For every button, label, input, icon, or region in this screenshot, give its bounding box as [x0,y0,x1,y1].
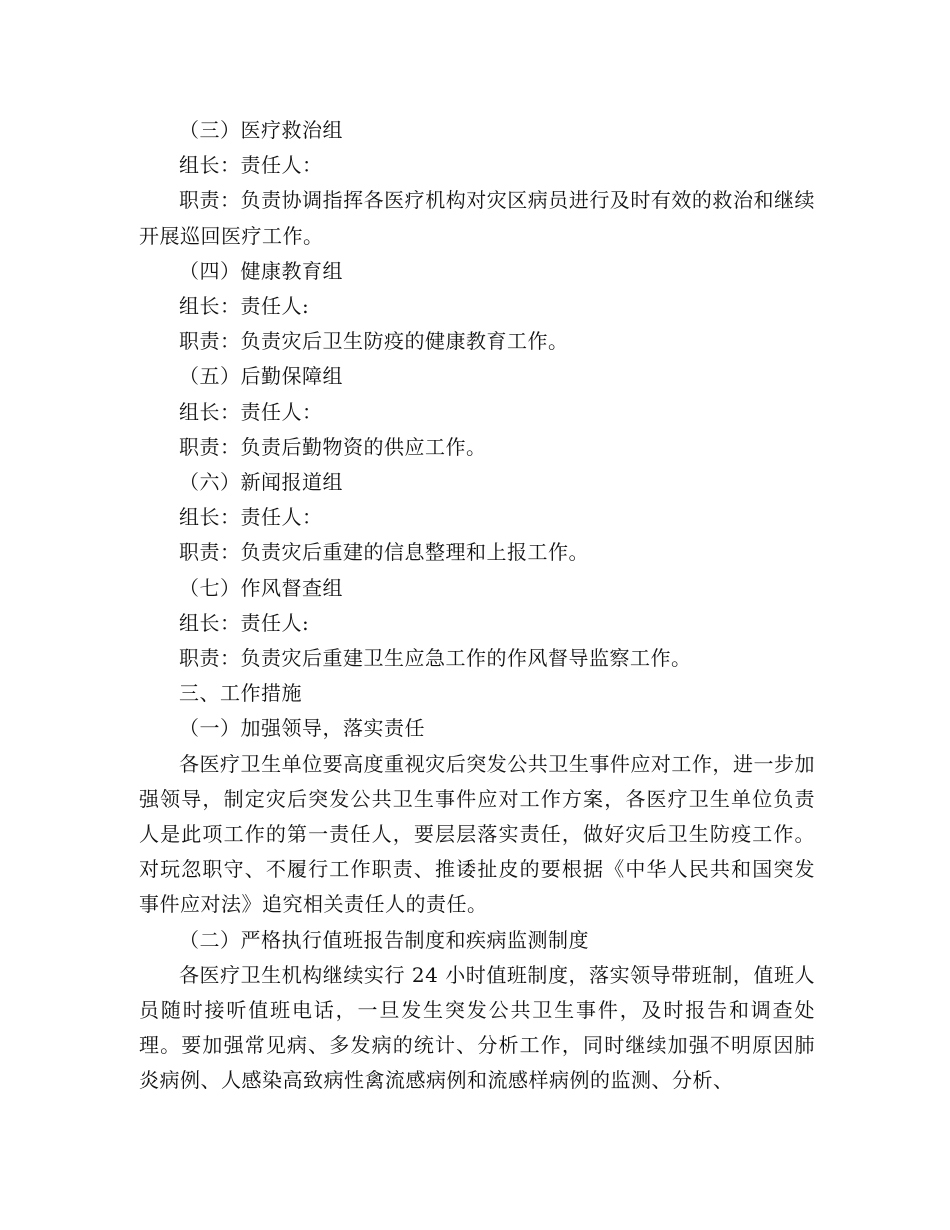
duty-paragraph: 职责：负责灾后重建卫生应急工作的作风督导监察工作。 [179,646,692,671]
body-paragraph-duty-reporting: 各医疗卫生机构继续实行 24 小时值班制度，落实领导带班制，值班人员随时接听值班电话，一旦发生突发公共卫生事件，及时报告和调查处理。要加强常见病、多发病的统计、分析工作，同时继续加强不明原因肺炎病例、人感染高致病性禽流感病例和流感样病例的监测、分析、 [139,962,815,1093]
body-paragraph-leadership: 各医疗卫生单位要高度重视灾后突发公共卫生事件应对工作，进一步加强领导，制定灾后突发公共卫生事件应对工作方案，各医疗卫生单位负责人是此项工作的第一责任人，要层层落实责任，做好灾后卫生防疫工作。对玩忽职守、不履行工作职责、推诿扯皮的要根据《中华人民共和国突发事件应对法》追究相关责任人的责任。 [139,751,815,917]
group-leader-line: 组长：责任人： [179,153,323,178]
section-heading-health-education: （四）健康教育组 [179,258,343,283]
duty-paragraph: 职责：负责后勤物资的供应工作。 [179,434,487,459]
section-heading-news-report: （六）新闻报道组 [179,470,343,495]
section-heading-work-style: （七）作风督查组 [179,575,343,600]
group-leader-line: 组长：责任人: [179,610,310,635]
section-heading-logistics: （五）后勤保障组 [179,364,343,389]
duty-paragraph: 职责：负责灾后卫生防疫的健康教育工作。 [179,329,569,354]
section-heading-medical-treatment: （三）医疗救治组 [179,118,343,142]
group-leader-line: 组长：责任人: [179,294,310,319]
duty-paragraph: 职责：负责灾后重建的信息整理和上报工作。 [179,540,589,565]
duty-paragraph: 职责：负责协调指挥各医疗机构对灾区病员进行及时有效的救治和继续开展巡回医疗工作。 [139,188,815,248]
chapter-heading-work-measures: 三、工作措施 [179,681,302,706]
subsection-heading-leadership: （一）加强领导，落实责任 [179,716,425,741]
group-leader-line: 组长：责任人： [179,505,323,530]
document-body [139,113,815,1099]
subsection-heading-duty-reporting: （二）严格执行值班报告制度和疾病监测制度 [179,927,589,952]
group-leader-line: 组长：责任人： [179,399,323,424]
